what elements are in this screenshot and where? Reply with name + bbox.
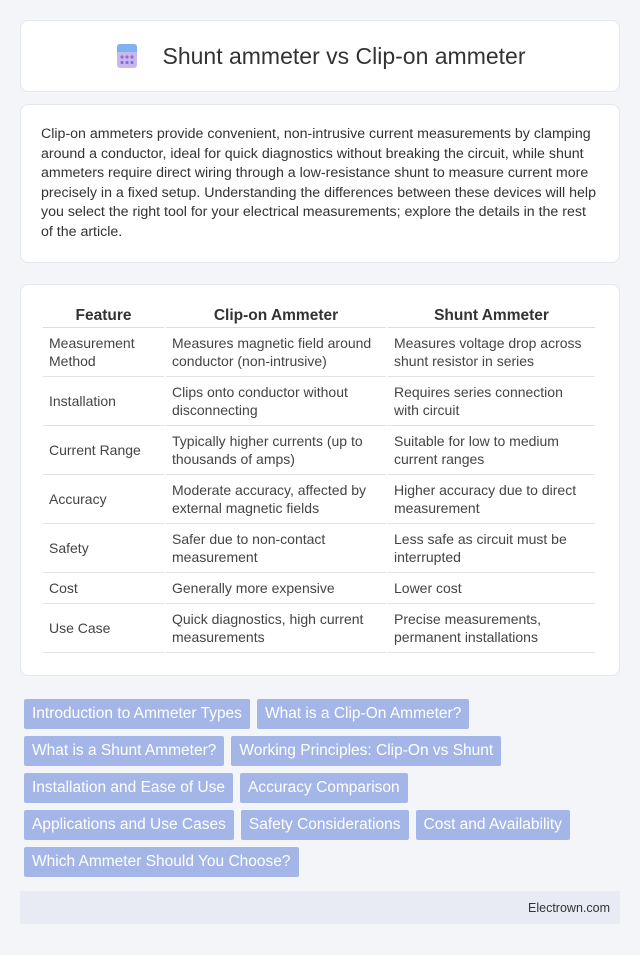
footer-site-name: Electrown.com <box>528 901 610 915</box>
table-cell: Precise measurements, permanent installations <box>387 604 596 653</box>
table-cell: Quick diagnostics, high current measurements <box>165 604 387 653</box>
table-cell: Generally more expensive <box>165 573 387 604</box>
table-cell: Typically higher currents (up to thousands of amps) <box>165 426 387 475</box>
table-row <box>43 475 596 524</box>
table-row <box>43 328 596 377</box>
table-row <box>43 426 596 475</box>
intro-text: Clip-on ammeters provide convenient, non-intrusive current measurements by clamping around a conductor, ideal for quick diagnostics without breaking the circuit, while shunt ammeters require direct wiring through a low-resistance shunt to measure current more precisely in a fixed setup. Understanding the differences between these devices will help you select the right tool for your electrical measurements; explore the details in the rest of the article. <box>41 126 596 240</box>
tag-row <box>24 699 604 729</box>
table-cell: Higher accuracy due to direct measurement <box>387 475 596 524</box>
topic-tag-link[interactable]: Applications and Use Cases <box>24 810 234 840</box>
table-cell: Clips onto conductor without disconnecting <box>165 377 387 426</box>
table-cell: Suitable for low to medium current ranges <box>387 426 596 475</box>
topic-tag-link[interactable]: Installation and Ease of Use <box>24 773 233 803</box>
intro-card <box>20 104 620 263</box>
table-row <box>43 604 596 653</box>
footer <box>20 891 620 924</box>
calculator-icon <box>114 43 140 69</box>
comparison-table <box>43 303 597 653</box>
table-cell: Cost <box>43 573 165 604</box>
table-cell: Lower cost <box>387 573 596 604</box>
topic-tags <box>24 699 604 884</box>
table-cell: Current Range <box>43 426 165 475</box>
table-cell: Measurement Method <box>43 328 165 377</box>
table-cell: Installation <box>43 377 165 426</box>
topic-tag-link[interactable]: Which Ammeter Should You Choose? <box>24 847 299 877</box>
comparison-table-card <box>20 284 620 676</box>
tag-row <box>24 736 604 766</box>
table-cell: Measures voltage drop across shunt resistor in series <box>387 328 596 377</box>
column-header: Feature <box>43 303 165 328</box>
table-cell: Less safe as circuit must be interrupted <box>387 524 596 573</box>
topic-tag-link[interactable]: What is a Shunt Ammeter? <box>24 736 224 766</box>
topic-tag-link[interactable]: Safety Considerations <box>241 810 409 840</box>
tag-row <box>24 810 604 840</box>
topic-tag-link[interactable]: Accuracy Comparison <box>240 773 408 803</box>
column-header: Shunt Ammeter <box>387 303 596 328</box>
table-cell: Use Case <box>43 604 165 653</box>
table-cell: Accuracy <box>43 475 165 524</box>
table-cell: Measures magnetic field around conductor (non-intrusive) <box>165 328 387 377</box>
table-cell: Safety <box>43 524 165 573</box>
page-title: Shunt ammeter vs Clip-on ammeter <box>162 42 526 69</box>
table-row <box>43 573 596 604</box>
header-card <box>20 20 620 92</box>
table-cell: Moderate accuracy, affected by external magnetic fields <box>165 475 387 524</box>
table-header-row <box>43 303 596 328</box>
topic-tag-link[interactable]: Introduction to Ammeter Types <box>24 699 250 729</box>
table-cell: Safer due to non-contact measurement <box>165 524 387 573</box>
table-row <box>43 524 596 573</box>
table-row <box>43 377 596 426</box>
topic-tag-link[interactable]: Cost and Availability <box>416 810 570 840</box>
topic-tag-link[interactable]: What is a Clip-On Ammeter? <box>257 699 469 729</box>
tag-row <box>24 773 604 803</box>
table-cell: Requires series connection with circuit <box>387 377 596 426</box>
column-header: Clip-on Ammeter <box>165 303 387 328</box>
tag-row <box>24 847 604 877</box>
topic-tag-link[interactable]: Working Principles: Clip-On vs Shunt <box>231 736 501 766</box>
